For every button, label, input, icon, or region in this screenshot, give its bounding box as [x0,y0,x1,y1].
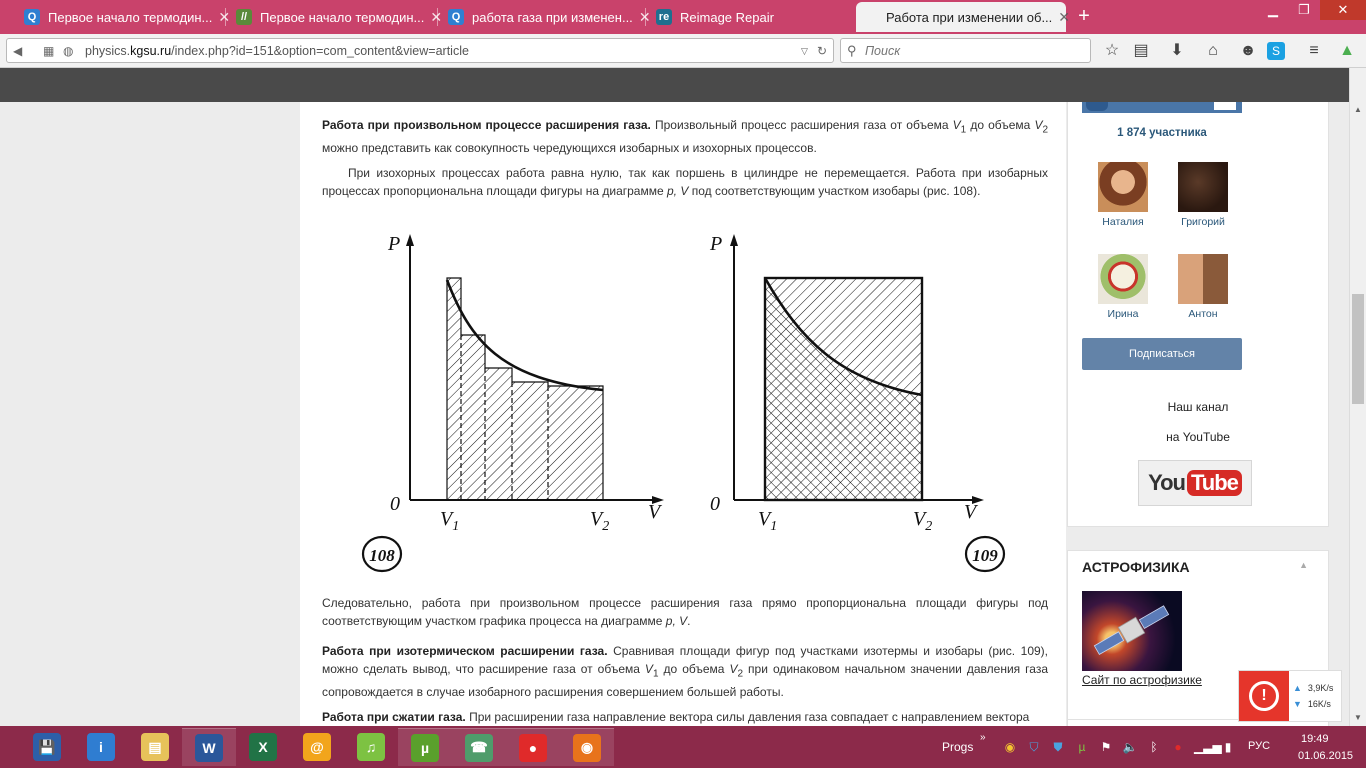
tab-label: Первое начало термодин... [260,9,425,25]
tab-separator [645,8,646,26]
text: при одинаковом начальном значении давления газа сопровождается в случае изобарного расширения совершением большей работы. [322,662,1048,700]
paragraph-title: Работа при изотермическом расширении газа. [322,644,608,658]
bluetooth-icon[interactable]: ᛒ [1150,740,1158,754]
astro-title: АСТРОФИЗИКА [1082,559,1190,575]
utorrent-app[interactable] [398,728,452,766]
mail-app-icon: @ [303,733,331,761]
download-value: 16K/s [1307,699,1331,709]
phone-app-icon: ☎ [465,734,493,762]
paragraph-isochoric [322,164,1048,200]
new-tab-button[interactable]: + [1078,5,1090,27]
v2-label [590,508,609,534]
tab-separator [225,8,226,26]
subscript: 1 [960,124,967,136]
v1-label [440,508,459,534]
record-tray-icon[interactable]: ● [1174,740,1182,754]
volume-icon[interactable]: 🔈 [1122,740,1138,754]
member-anton[interactable] [1168,254,1238,320]
tab-bar [0,0,1366,34]
skype-icon[interactable]: S [1267,42,1285,60]
dropdown-icon[interactable]: ▽ [801,46,808,56]
excel-app[interactable] [236,728,290,766]
v2-letter: V [590,508,603,530]
record-app-icon: ● [519,734,547,762]
site-favicon-icon: // [236,9,252,25]
language-indicator[interactable]: РУС [1248,740,1271,752]
v2-subscript: 2 [925,519,933,534]
save-app-icon: 💾 [33,733,61,761]
reimage-icon: re [656,9,672,25]
upload-speed [1293,683,1333,693]
figures-108-109 [360,230,1050,578]
vk-widget [1067,102,1329,527]
member-grigory[interactable] [1168,162,1238,228]
firefox-app-icon: ◉ [573,734,601,762]
utorrent-app-icon: µ [411,734,439,762]
tab-3[interactable] [440,2,651,32]
word-app[interactable] [182,728,236,766]
v1-subscript: 1 [770,519,778,534]
bookmark-star-icon[interactable]: ☆ [1104,42,1120,59]
v2-subscript: 2 [602,519,610,534]
addon-icon[interactable]: ▲ [1339,42,1355,59]
var-pv: p, V [665,614,688,628]
var-v: V [729,662,738,676]
text: При изохорных процессах работа равна нулю, так как поршень в цилиндре не перемещается. Работа при изобарных процессах пропорциональна площади фигуры на диаграмме [322,166,1048,198]
channel-text-2: на YouTube [1166,430,1230,444]
search-input[interactable] [865,42,1080,60]
var-v: V [644,662,653,676]
text: под соответствующим участком изобары (рис. 108). [688,184,981,198]
back-arrow-icon[interactable]: ◀ [13,44,23,58]
members-count[interactable]: 1 874 участника [1117,127,1207,139]
search-icon: ⚲ [847,43,857,58]
figure-109 [709,233,1004,571]
taskbar [0,726,1366,768]
subscript: 1 [652,668,659,680]
network-speed-widget[interactable] [1238,670,1342,722]
signal-icon[interactable]: ▁▃▅ [1194,740,1222,754]
tab-label: Reimage Repair [680,9,774,25]
menu-icon[interactable]: ≡ [1309,42,1319,59]
reload-icon[interactable]: ↻ [817,44,828,58]
p-axis-arrow [730,234,738,246]
axis-label-p: P [710,233,723,255]
avatar[interactable] [1178,162,1228,212]
shield-icon[interactable]: ⛉ [1029,740,1039,754]
mail-app[interactable] [290,728,344,766]
avatar[interactable] [1098,162,1148,212]
music-app-icon: ♫ [357,733,385,761]
figure-108 [363,233,664,571]
article-column [300,102,1066,726]
youtube-tube: Tube [1187,470,1242,496]
flag-icon[interactable]: ⚑ [1100,740,1112,754]
scroll-up-arrow-icon[interactable]: ▲ [1354,105,1362,114]
minimize-button[interactable]: ▁ [1268,2,1278,17]
axis-label-v: V [648,501,661,523]
v1-subscript: 1 [452,519,460,534]
member-irina[interactable] [1088,254,1158,320]
tab-label: Работа при изменении об... [886,9,1053,25]
tab-2[interactable] [228,2,443,32]
stepped-area [447,278,603,500]
v2-label [913,508,932,534]
url-suffix: /index.php?id=151&option=com_content&view=article [171,44,469,58]
close-icon[interactable]: ✕ [218,8,231,25]
figure-number: 108 [369,546,395,565]
collapse-icon[interactable]: ▲ [1299,560,1308,570]
page-scrollbar[interactable] [1349,68,1366,726]
paragraph-compression [322,708,1048,726]
url-prefix: physics. [85,44,131,58]
firefox-app[interactable] [560,728,614,766]
text: до объема [658,662,730,676]
search-icon: Q [24,9,40,25]
scroll-thumb[interactable] [1352,294,1364,404]
tab-1[interactable] [16,2,231,32]
utorrent-tray-icon[interactable]: µ [1078,740,1086,754]
tab-4[interactable] [648,2,854,32]
text: . [687,614,691,628]
bookmarks-list-icon[interactable]: ▤ [1133,42,1149,59]
save-app[interactable] [20,728,74,766]
scroll-down-arrow-icon[interactable]: ▼ [1354,713,1362,722]
close-icon[interactable]: ✕ [430,8,443,25]
avatar[interactable] [1178,254,1228,304]
url-domain: kgsu.ru [130,44,172,58]
v1-label [758,508,777,534]
figure-number: 109 [972,546,998,565]
home-icon[interactable]: ⌂ [1208,42,1218,59]
vk-header [1082,102,1242,113]
alert-ring: ! [1249,681,1279,711]
url-bar[interactable] [6,38,834,63]
satellite-icon [1082,591,1182,671]
channel-text-1: Наш канал [1167,400,1229,414]
battery-icon[interactable]: ▮ [1224,740,1232,754]
music-app[interactable] [344,728,398,766]
clock-time[interactable]: 19:49 [1301,733,1329,745]
text: Сравнивая площади фигур под участками изотермы и изобары (рис. 109), можно сделать вывод, что расширение газа от объема [322,644,1049,676]
info-app[interactable] [74,728,128,766]
maximize-button[interactable]: ❐ [1298,2,1310,17]
paragraph-arbitrary-process [322,116,1048,157]
tab-separator [437,8,438,26]
origin-label: 0 [710,493,720,515]
text: до объема [966,118,1035,132]
word-app-icon: W [195,734,223,762]
info-app-icon: i [87,733,115,761]
paragraph-isothermal [322,642,1048,701]
excel-app-icon: X [249,733,277,761]
member-name[interactable]: Наталия [1102,216,1144,228]
alert-icon[interactable] [1239,671,1289,721]
v1-letter: V [440,508,453,530]
tab-active[interactable] [856,2,1071,32]
vk-header-stripe [1214,102,1236,110]
member-name[interactable]: Григорий [1181,216,1225,228]
phone-app[interactable] [452,728,506,766]
page-body [0,102,1349,726]
satellite-image[interactable] [1082,591,1182,671]
astro-site-link[interactable]: Сайт по астрофизике [1082,673,1202,687]
youtube-logo[interactable] [1138,460,1252,506]
search-icon: Q [448,9,464,25]
download-speed [1293,699,1331,709]
tab-label: работа газа при изменен... [472,9,633,25]
var-v: V [1034,118,1043,132]
download-icon[interactable]: ⬇ [1170,42,1184,59]
var-v: V [952,118,961,132]
smiley-icon[interactable]: ☻ [1239,42,1257,59]
member-natalia[interactable] [1088,162,1158,228]
url-text[interactable] [85,44,469,58]
grid-icon[interactable]: ▦ [43,44,55,58]
progs-toolbar[interactable]: Progs [942,740,974,754]
subscript: 2 [737,668,744,680]
clock-date[interactable]: 01.06.2015 [1298,750,1354,762]
v1-letter: V [758,508,771,530]
paragraph-conclusion [322,594,1048,630]
globe-icon: ◍ [63,44,74,58]
axis-label-p: P [388,233,401,255]
text: Произвольный процесс расширения газа от объема [650,118,953,132]
text: При расширении газа направление вектора силы давления газа совпадает с направлением вектора [465,710,1030,724]
explorer-app[interactable] [128,728,182,766]
avatar[interactable] [1098,254,1148,304]
v2-letter: V [913,508,926,530]
navigation-bar [0,34,1366,68]
record-app[interactable] [506,728,560,766]
close-window-button[interactable]: ✕ [1320,0,1366,20]
vk-logo-icon [1086,102,1108,111]
text: Следовательно, работа при произвольном процессе расширения газа прямо пропорциональна площади фигуры под соответствующим участком графика процесса на диаграмме [322,596,1048,628]
subscript: 2 [1042,124,1049,136]
chrome-tray-icon[interactable]: ◉ [1004,740,1016,754]
upload-value: 3,9K/s [1307,683,1334,693]
member-name[interactable]: Ирина [1107,308,1139,320]
youtube-you: You [1148,470,1185,495]
close-icon[interactable]: ✕ [638,8,651,25]
member-name[interactable]: Антон [1188,308,1218,320]
origin-label: 0 [390,493,400,515]
download-arrow-icon: ▼ [1293,699,1302,709]
chevron-right-icon[interactable]: » [980,732,986,743]
paragraph-title: Работа при сжатии газа. [322,710,466,724]
var-pv: p, V [667,184,689,198]
explorer-app-icon: ▤ [141,733,169,761]
tab-label: Первое начало термодин... [48,9,213,25]
upload-arrow-icon: ▲ [1293,683,1302,693]
text: можно представить как совокупность чередующихся изобарных и изохорных процессов. [322,141,817,156]
subscribe-button[interactable]: Подписаться [1082,338,1242,370]
axis-label-v: V [964,501,977,523]
search-bar[interactable] [840,38,1091,63]
shield-icon[interactable]: ⛊ [1053,740,1063,754]
site-header [0,68,1366,102]
p-axis-arrow [406,234,414,246]
close-icon[interactable]: ✕ [1058,8,1071,25]
paragraph-title: Работа при произвольном процессе расширения газа. [322,118,651,132]
